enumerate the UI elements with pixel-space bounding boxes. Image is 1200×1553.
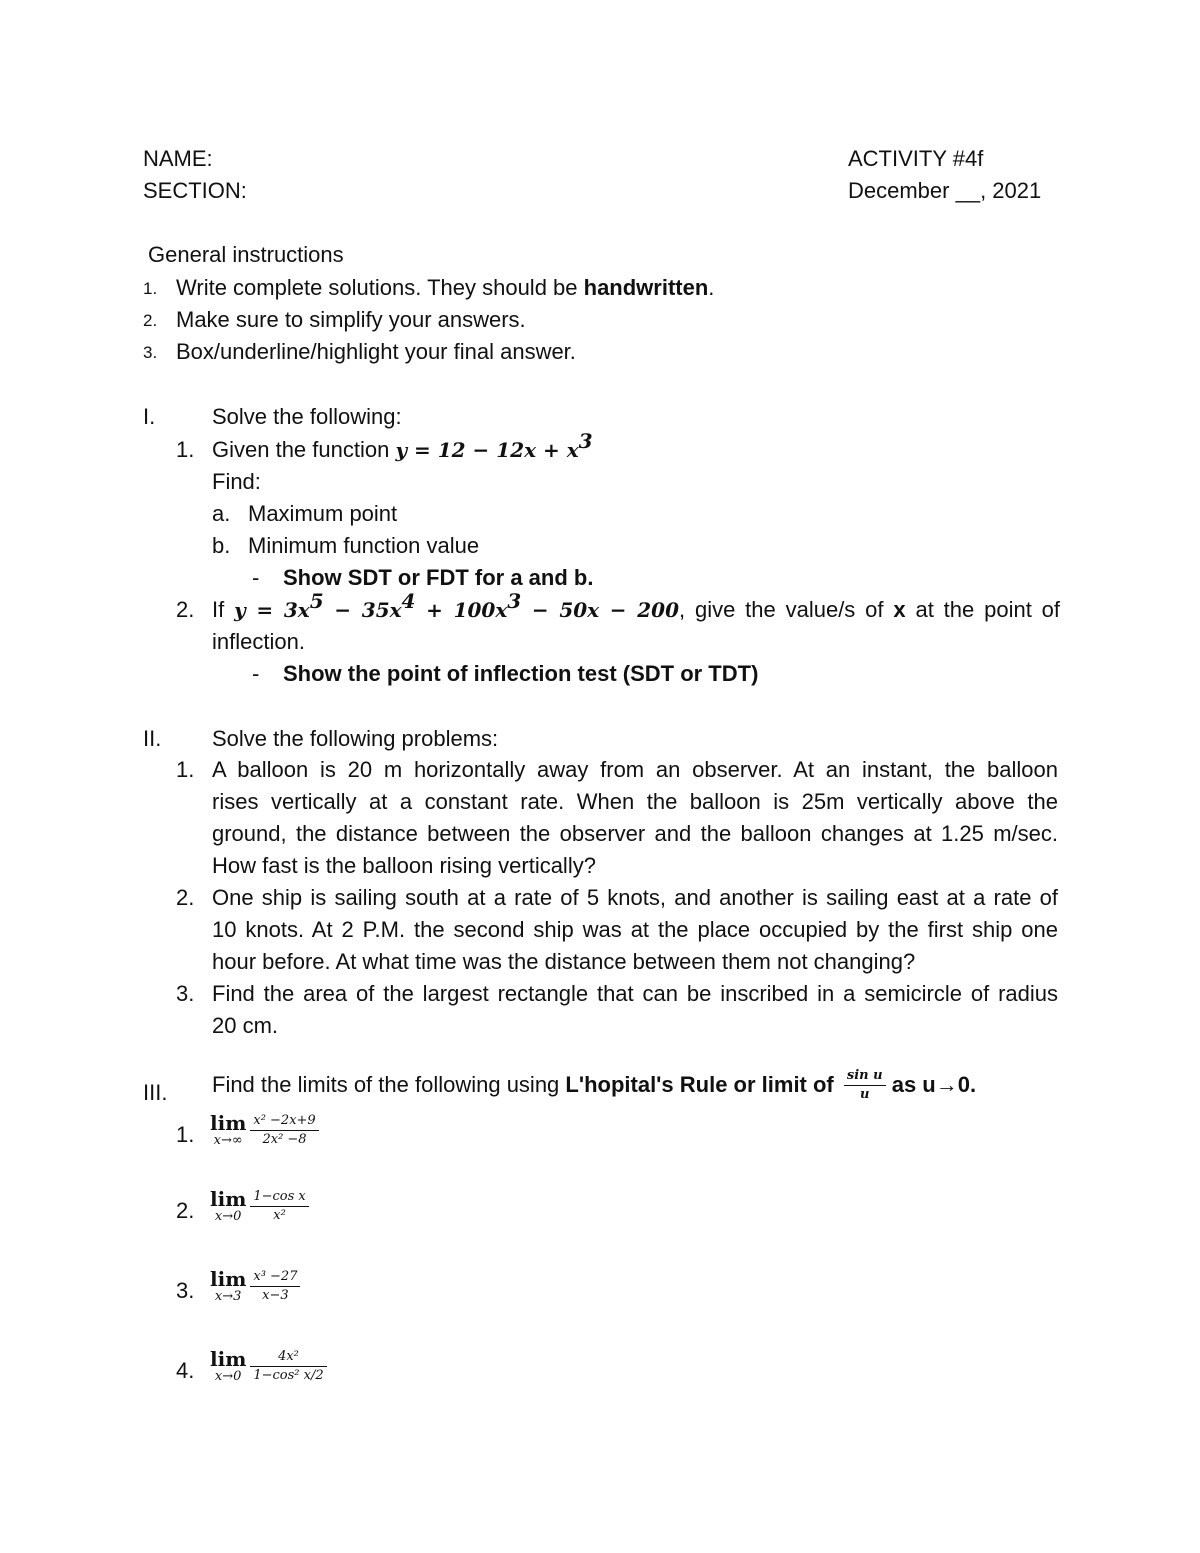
limit-4-number: 4.: [176, 1358, 195, 1383]
section-label: SECTION:: [143, 178, 247, 203]
part-1-q1-dash: -: [252, 565, 260, 590]
part-2-q1-number: 1.: [176, 757, 195, 782]
instruction-2-number: 2.: [143, 311, 158, 330]
limit-2-number: 2.: [176, 1198, 195, 1223]
part-1-roman: I.: [143, 404, 156, 429]
part-1-q2-note: Show the point of inflection test (SDT or TDT): [283, 661, 759, 686]
part-2-q1-line: How fast is the balloon rising vertically?: [212, 853, 596, 878]
part-3-title: Find the limits of the following using L'hopital's Rule or limit of $\frac{\text{sin u}}{u}$ as u→0.: [212, 1068, 977, 1102]
part-1-q1-b: Minimum function value: [248, 533, 480, 558]
part-2-title: Solve the following problems:: [212, 726, 499, 751]
part-1-q1-a-label: a.: [212, 501, 231, 526]
instruction-2: Make sure to simplify your answers.: [176, 307, 526, 332]
part-1-q1-text: Given the function $y = 12 - 12x + x^3$: [212, 429, 593, 462]
part-1-q1-a: Maximum point: [248, 501, 398, 526]
instruction-1-number: 1.: [143, 279, 158, 298]
limit-1-number: 1.: [176, 1122, 195, 1147]
limit-1: lim x→∞ $\frac{\text{x² −2x+9}}{\text{2x² −8}}$: [210, 1112, 319, 1148]
part-2-q1-line: rises vertically at a constant rate. When the balloon is 25m vertically above the: [212, 789, 1058, 814]
date-label: December __, 2021: [848, 178, 1042, 203]
sin-u-over-u-fraction: $\frac{\text{sin u}}{u}$: [844, 1068, 886, 1102]
part-2-q1-line: ground, the distance between the observer and the balloon changes at 1.25 m/sec.: [212, 821, 1058, 846]
instruction-3: Box/underline/highlight your final answer.: [176, 339, 576, 364]
part-2-q2-line: hour before. At what time was the distance between them not changing?: [212, 949, 916, 974]
instruction-3-number: 3.: [143, 343, 158, 362]
name-label: NAME:: [143, 146, 213, 171]
part-1-q2-line2: inflection.: [212, 629, 305, 654]
instruction-1: Write complete solutions. They should be handwritten.: [176, 275, 715, 300]
limit-3: lim x→3 $\frac{\text{x³ −27}}{x-3}$: [210, 1268, 300, 1304]
part-1-q1-note: Show SDT or FDT for a and b.: [283, 565, 594, 590]
instructions-title: General instructions: [148, 242, 344, 267]
part-3-roman: III.: [143, 1080, 168, 1105]
part-2-q2-line: 10 knots. At 2 P.M. the second ship was at the place occupied by the first ship one: [212, 917, 1058, 942]
part-1-q1-number: 1.: [176, 437, 195, 462]
part-1-q2-dash: -: [252, 661, 260, 686]
limit-2: lim x→0 $\frac{\text{1−cos x}}{\text{x²}}$: [210, 1188, 309, 1224]
limit-4: lim x→0 $\frac{\text{4x²}}{\text{1−cos² x/2}}$: [210, 1348, 327, 1384]
part-1-title: Solve the following:: [212, 404, 402, 429]
part-2-q2-line: One ship is sailing south at a rate of 5 knots, and another is sailing east at a rate of: [212, 885, 1058, 910]
part-2-q2-number: 2.: [176, 885, 195, 910]
part-2-q1-line: A balloon is 20 m horizontally away from an observer. At an instant, the balloon: [212, 757, 1058, 782]
part-1-find-label: Find:: [212, 469, 261, 494]
part-2-q3-number: 3.: [176, 981, 195, 1006]
activity-label: ACTIVITY #4f: [848, 146, 984, 171]
part-1-q2-number: 2.: [176, 597, 195, 622]
limit-3-number: 3.: [176, 1278, 195, 1303]
part-2-roman: II.: [143, 726, 162, 751]
part-1-q1-b-label: b.: [212, 533, 231, 558]
part-2-q3-line: 20 cm.: [212, 1013, 279, 1038]
part-1-q2-text: If $y = 3x^5 - 35x^4 + 100x^3 - 50x - 200$, give the value/s of x at the point of: [212, 589, 1061, 622]
part-2-q3-line: Find the area of the largest rectangle that can be inscribed in a semicircle of radius: [212, 981, 1058, 1006]
